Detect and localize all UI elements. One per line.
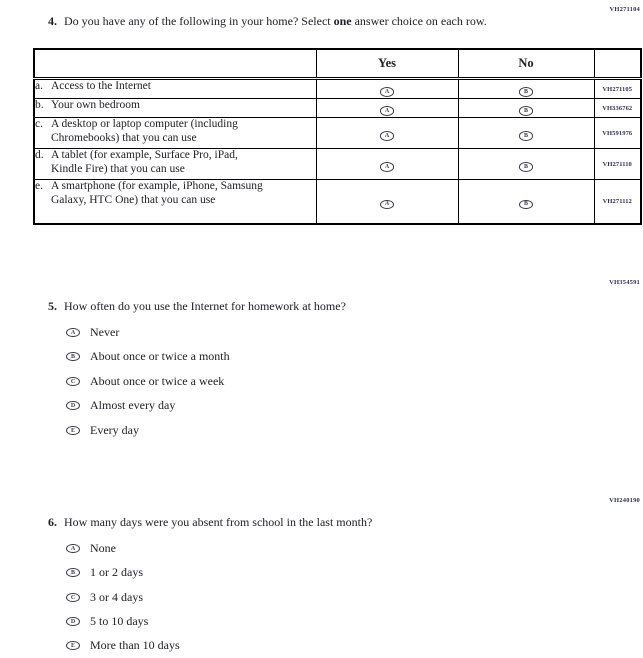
row-d-no-bubble[interactable]: B (519, 162, 533, 172)
q5-option-every-day (66, 424, 139, 437)
q5-option-a-label: Never (90, 325, 120, 339)
row-a-variable-code: VH271105 (594, 79, 641, 99)
q6-option-d-bubble[interactable]: D (66, 617, 80, 627)
q6-option-5-10-days (66, 615, 148, 628)
q4-table-header-row (34, 49, 641, 79)
q5-option-b-label: About once or twice a month (90, 349, 230, 363)
q4-header-code-empty (594, 49, 641, 79)
table-row-a (34, 79, 641, 99)
q5-option-a-bubble[interactable]: A (66, 328, 80, 338)
row-e-no-bubble[interactable]: B (519, 200, 533, 210)
row-b-yes-bubble[interactable]: A (380, 106, 394, 116)
q5-option-never (66, 326, 119, 339)
row-a-no-bubble[interactable]: B (519, 87, 533, 97)
question-4-number: 4. (48, 14, 57, 28)
q6-option-none (66, 542, 116, 555)
q5-option-e-label: Every day (90, 423, 139, 437)
q4-variable-code: VH271104 (609, 6, 640, 13)
q6-option-more-than-10-days (66, 639, 180, 652)
row-e-variable-code: VH271112 (594, 180, 641, 224)
row-b-variable-code: VH336762 (594, 99, 641, 118)
question-4-text: Do you have any of the following in your home? Select one answer choice on each row. (64, 14, 487, 28)
q6-option-d-label: 5 to 10 days (90, 614, 149, 628)
q6-option-c-bubble[interactable]: C (66, 593, 80, 603)
row-c-variable-code: VH591976 (594, 118, 641, 149)
question-6-number: 6. (48, 515, 57, 529)
q5-option-almost-every-day (66, 399, 175, 412)
q6-option-b-label: 1 or 2 days (90, 565, 143, 579)
q5-option-e-bubble[interactable]: E (66, 426, 80, 436)
row-d-label: d. A tablet (for example, Surface Pro, iPad, Kindle Fire) that you can use (35, 149, 238, 175)
question-4 (48, 14, 487, 29)
q6-option-1-2-days (66, 566, 143, 579)
q4-header-yes: Yes (316, 49, 458, 79)
q4-header-no: No (458, 49, 594, 79)
row-d-yes-bubble[interactable]: A (380, 162, 394, 172)
q5-option-once-twice-week (66, 375, 224, 388)
table-row-b (34, 99, 641, 118)
question-4-bold-word: one (333, 14, 352, 28)
q5-option-c-bubble[interactable]: C (66, 377, 80, 387)
row-b-label: b. Your own bedroom (35, 99, 140, 111)
row-a-yes-bubble[interactable]: A (380, 87, 394, 97)
table-row-c (34, 118, 641, 149)
q5-option-d-label: Almost every day (90, 398, 176, 412)
question-5 (48, 299, 346, 314)
q6-option-e-bubble[interactable]: E (66, 641, 80, 651)
q5-option-once-twice-month (66, 350, 230, 363)
q5-option-b-bubble[interactable]: B (66, 352, 80, 362)
q5-option-d-bubble[interactable]: D (66, 401, 80, 411)
q6-option-a-bubble[interactable]: A (66, 544, 80, 554)
q6-option-c-label: 3 or 4 days (90, 590, 143, 604)
row-d-variable-code: VH271110 (594, 149, 641, 180)
q6-option-e-label: More than 10 days (90, 638, 180, 652)
table-row-e (34, 180, 641, 224)
table-row-d (34, 149, 641, 180)
q4-answer-table (33, 48, 642, 225)
q6-option-3-4-days (66, 591, 143, 604)
question-6 (48, 515, 372, 530)
row-b-no-bubble[interactable]: B (519, 106, 533, 116)
q5-option-c-label: About once or twice a week (90, 374, 225, 388)
row-e-label: e. A smartphone (for example, iPhone, Samsung Galaxy, HTC One) that you can use (35, 180, 263, 206)
q6-variable-code: VH240190 (609, 497, 640, 504)
q4-header-empty (34, 49, 316, 79)
row-c-yes-bubble[interactable]: A (380, 131, 394, 141)
q5-variable-code: VH354591 (609, 279, 640, 286)
row-e-yes-bubble[interactable]: A (380, 200, 394, 210)
question-5-text: How often do you use the Internet for homework at home? (64, 299, 346, 313)
row-c-no-bubble[interactable]: B (519, 131, 533, 141)
row-a-label: a. Access to the Internet (35, 80, 151, 92)
question-6-text: How many days were you absent from school in the last month? (64, 515, 373, 529)
q6-option-a-label: None (90, 541, 116, 555)
row-c-label: c. A desktop or laptop computer (including Chromebooks) that you can use (35, 118, 238, 144)
question-5-number: 5. (48, 299, 57, 313)
q6-option-b-bubble[interactable]: B (66, 568, 80, 578)
